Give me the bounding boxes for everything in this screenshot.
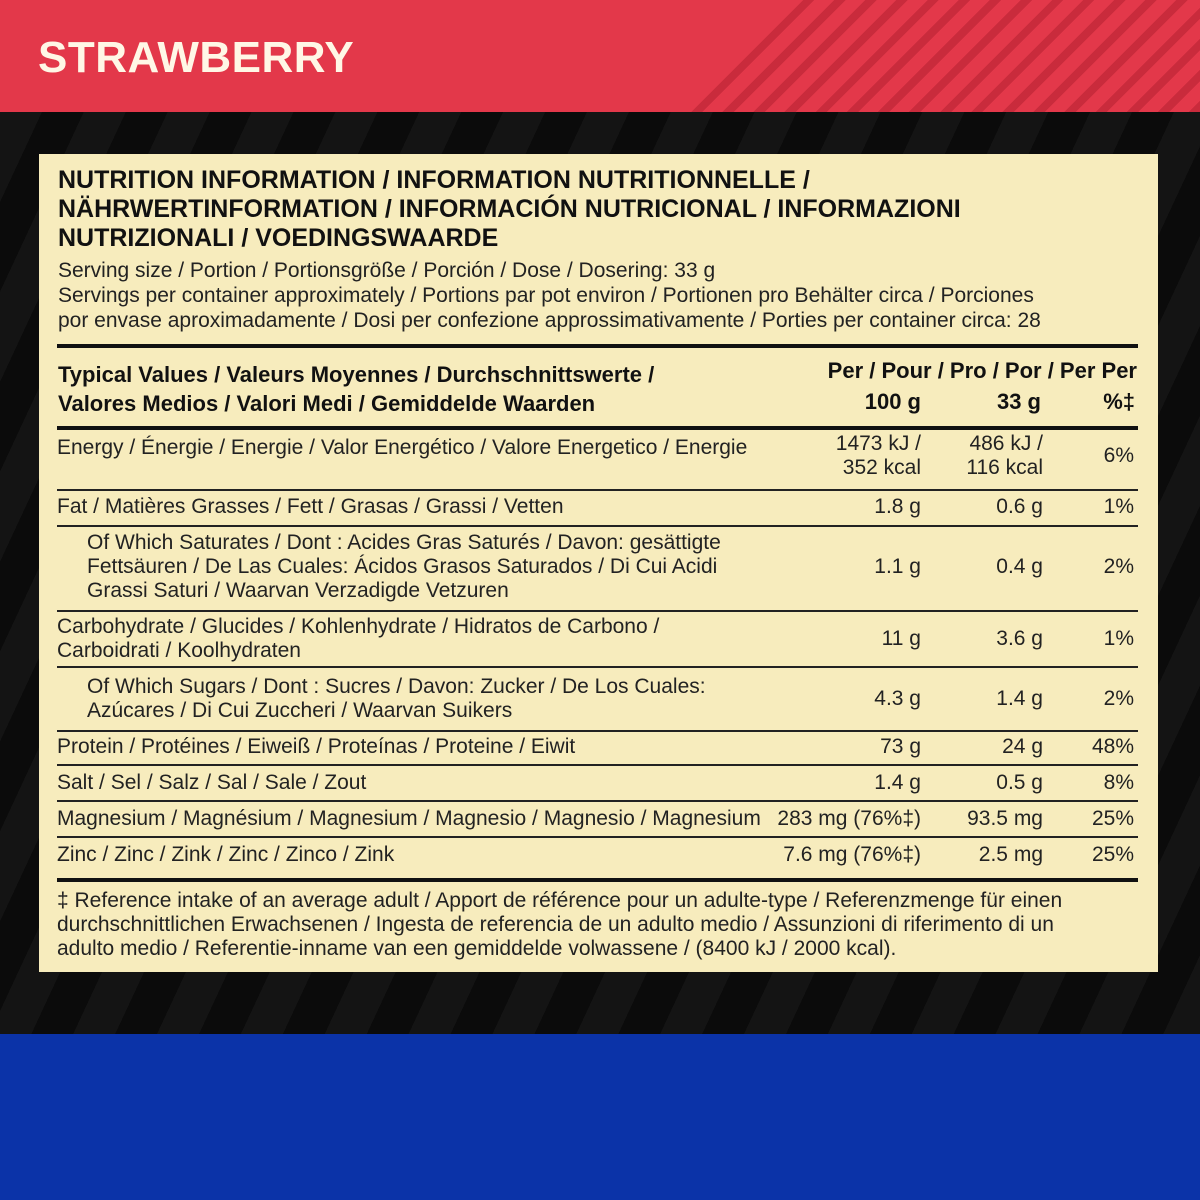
heading-line: NUTRIZIONALI / VOEDINGSWAARDE: [58, 224, 499, 252]
nutrient-label-line: Energy / Énergie / Energie / Valor Energético / Valore Energetico / Energie: [57, 436, 748, 459]
value-per-100g: [739, 495, 921, 519]
nutrient-label: [57, 615, 659, 663]
nutrition-heading: [58, 166, 1138, 253]
value-per-33g: [929, 735, 1043, 759]
row-divider: [57, 764, 1138, 766]
nutrient-label-line: Of Which Saturates / Dont : Acides Gras Saturés / Davon: gesättigte: [87, 531, 721, 554]
servings-per-container: Servings per container approximately / Portions par pot environ / Portionen pro Behälter circa / Porciones: [58, 284, 1034, 307]
nutrition-panel: [39, 154, 1158, 972]
value-per-33g: [929, 807, 1043, 831]
nutrient-label: [87, 675, 706, 723]
value-line: 283 mg (76%‡): [777, 807, 921, 830]
row-divider: [57, 800, 1138, 802]
nutrient-label: [57, 436, 747, 460]
header-rule-top: [57, 344, 1138, 348]
value-line: 8%: [1103, 771, 1134, 794]
column-header-per: Per / Pour / Pro / Por / Per Per: [827, 358, 1137, 383]
header-label-line: Typical Values / Valeurs Moyennes / Durchschnittswerte /: [58, 362, 655, 387]
heading-line: NUTRITION INFORMATION / INFORMATION NUTRITIONNELLE /: [58, 166, 810, 194]
nutrient-label: [57, 771, 366, 795]
nutrient-label-line: Of Which Sugars / Dont : Sucres / Davon: Zucker / De Los Cuales:: [87, 675, 706, 698]
value-per-100g: [739, 687, 921, 711]
value-line: 1%: [1103, 495, 1134, 518]
value-line: 1.8 g: [874, 495, 921, 518]
value-per-100g: [739, 432, 921, 480]
value-line: 6%: [1103, 444, 1134, 467]
value-percent-ri: [1049, 444, 1134, 468]
serving-info: [58, 258, 1143, 333]
value-line: 1%: [1103, 627, 1134, 650]
value-per-33g: [929, 495, 1043, 519]
table-row: [39, 735, 1158, 759]
footnote-line: adulto medio / Referentie-inname van een gemiddelde volwassene / (8400 kJ / 2000 kcal).: [57, 937, 897, 960]
value-line: 25%: [1091, 843, 1134, 866]
nutrient-label-line: Zinc / Zinc / Zink / Zinc / Zinco / Zink: [57, 843, 395, 866]
table-row: [39, 807, 1158, 831]
table-rule-bottom: [57, 878, 1138, 882]
row-divider: [57, 666, 1138, 668]
value-line: 11 g: [881, 627, 921, 650]
value-line: 48%: [1091, 735, 1134, 758]
table-row: [39, 675, 1158, 723]
value-line: 0.6 g: [996, 495, 1043, 518]
row-divider: [57, 489, 1138, 491]
value-per-100g: [739, 807, 921, 831]
nutrient-label: [57, 735, 575, 759]
nutrient-label: [57, 495, 564, 519]
table-header-label: [58, 360, 778, 418]
nutrient-label-line: Salt / Sel / Salz / Sal / Sale / Zout: [57, 771, 367, 794]
value-per-100g: [739, 843, 921, 867]
value-percent-ri: [1049, 843, 1134, 867]
nutrient-label-line: Grassi Saturi / Waarvan Verzadigde Vetzuren: [87, 579, 509, 602]
row-divider: [57, 525, 1138, 527]
table-row: [39, 615, 1158, 663]
heading-line: NÄHRWERTINFORMATION / INFORMACIÓN NUTRICIONAL / INFORMAZIONI: [58, 195, 961, 223]
value-line: 2.5 mg: [978, 843, 1043, 866]
value-per-33g: [929, 771, 1043, 795]
value-line: 25%: [1091, 807, 1134, 830]
nutrient-label-line: Magnesium / Magnésium / Magnesium / Magnesio / Magnesio / Magnesium: [57, 807, 761, 830]
nutrient-label-line: Protein / Protéines / Eiweiß / Proteínas / Proteine / Eiwit: [57, 735, 576, 758]
value-line: 116 kcal: [966, 456, 1043, 479]
value-per-33g: [929, 843, 1043, 867]
value-percent-ri: [1049, 807, 1134, 831]
value-line: 1.1 g: [874, 555, 921, 578]
value-per-100g: [739, 627, 921, 651]
value-per-100g: [739, 771, 921, 795]
value-line: 93.5 mg: [967, 807, 1043, 830]
nutrient-label-line: Carbohydrate / Glucides / Kohlenhydrate / Hidratos de Carbono /: [57, 615, 660, 638]
flavor-banner: [0, 0, 1200, 112]
value-line: 1.4 g: [996, 687, 1043, 710]
flavor-title: STRAWBERRY: [38, 33, 355, 82]
table-row: [39, 495, 1158, 519]
value-line: 3.6 g: [996, 627, 1043, 650]
value-line: 486 kJ /: [969, 432, 1043, 455]
value-line: 73 g: [880, 735, 921, 758]
value-per-33g: [929, 432, 1043, 480]
value-line: 1.4 g: [874, 771, 921, 794]
table-row: [39, 771, 1158, 795]
value-line: 1473 kJ /: [835, 432, 921, 455]
value-percent-ri: [1049, 687, 1134, 711]
value-line: 0.4 g: [996, 555, 1043, 578]
value-line: 0.5 g: [996, 771, 1043, 794]
value-percent-ri: [1049, 627, 1134, 651]
table-row: [39, 843, 1158, 867]
value-per-33g: [929, 627, 1043, 651]
value-percent-ri: [1049, 495, 1134, 519]
serving-size: Serving size / Portion / Portionsgröße / Porción / Dose / Dosering: 33 g: [58, 259, 716, 282]
footnote-line: durchschnittlichen Erwachsenen / Ingesta de referencia de un adulto medio / Assunzioni di riferimento di un: [57, 913, 1054, 936]
value-line: 24 g: [1002, 735, 1043, 758]
value-line: 352 kcal: [842, 456, 921, 479]
nutrient-label-line: Fat / Matières Grasses / Fett / Grasas / Grassi / Vetten: [57, 495, 564, 518]
value-per-100g: [739, 735, 921, 759]
row-divider: [57, 730, 1138, 732]
header-rule-bottom: [57, 426, 1138, 430]
row-divider: [57, 610, 1138, 612]
value-line: 7.6 mg (76%‡): [783, 843, 921, 866]
value-per-100g: [739, 555, 921, 579]
footnote: [57, 889, 1142, 961]
value-percent-ri: [1049, 735, 1134, 759]
footnote-line: ‡ Reference intake of an average adult / Apport de référence pour un adulte-type / Referenzmenge für einen: [57, 889, 1063, 912]
banner-stripes: [690, 0, 1200, 112]
nutrient-label-line: Azúcares / Di Cui Zuccheri / Waarvan Suikers: [87, 699, 513, 722]
value-line: 2%: [1103, 555, 1134, 578]
row-divider: [57, 836, 1138, 838]
value-per-33g: [929, 555, 1043, 579]
nutrient-label-line: Carboidrati / Koolhydraten: [57, 639, 301, 662]
table-row: [39, 531, 1158, 603]
nutrient-label: [87, 531, 721, 603]
nutrient-label: [57, 807, 761, 831]
column-header-100g: 100 g: [864, 389, 921, 414]
value-percent-ri: [1049, 771, 1134, 795]
header-label-line: Valores Medios / Valori Medi / Gemiddelde Waarden: [58, 391, 596, 416]
nutrient-label-line: Fettsäuren / De Las Cuales: Ácidos Grasos Saturados / Di Cui Acidi: [87, 555, 718, 578]
column-header-33g: 33 g: [996, 389, 1041, 414]
blue-band: [0, 1034, 1200, 1200]
table-row: [39, 432, 1158, 479]
value-line: 2%: [1103, 687, 1134, 710]
column-header-percent: %‡: [1103, 389, 1135, 414]
value-line: 4.3 g: [874, 687, 921, 710]
value-percent-ri: [1049, 555, 1134, 579]
nutrient-label: [57, 843, 394, 867]
value-per-33g: [929, 687, 1043, 711]
servings-per-container-cont: por envase aproximadamente / Dosi per confezione approssimativamente / Porties per container circa: 28: [58, 309, 1041, 332]
